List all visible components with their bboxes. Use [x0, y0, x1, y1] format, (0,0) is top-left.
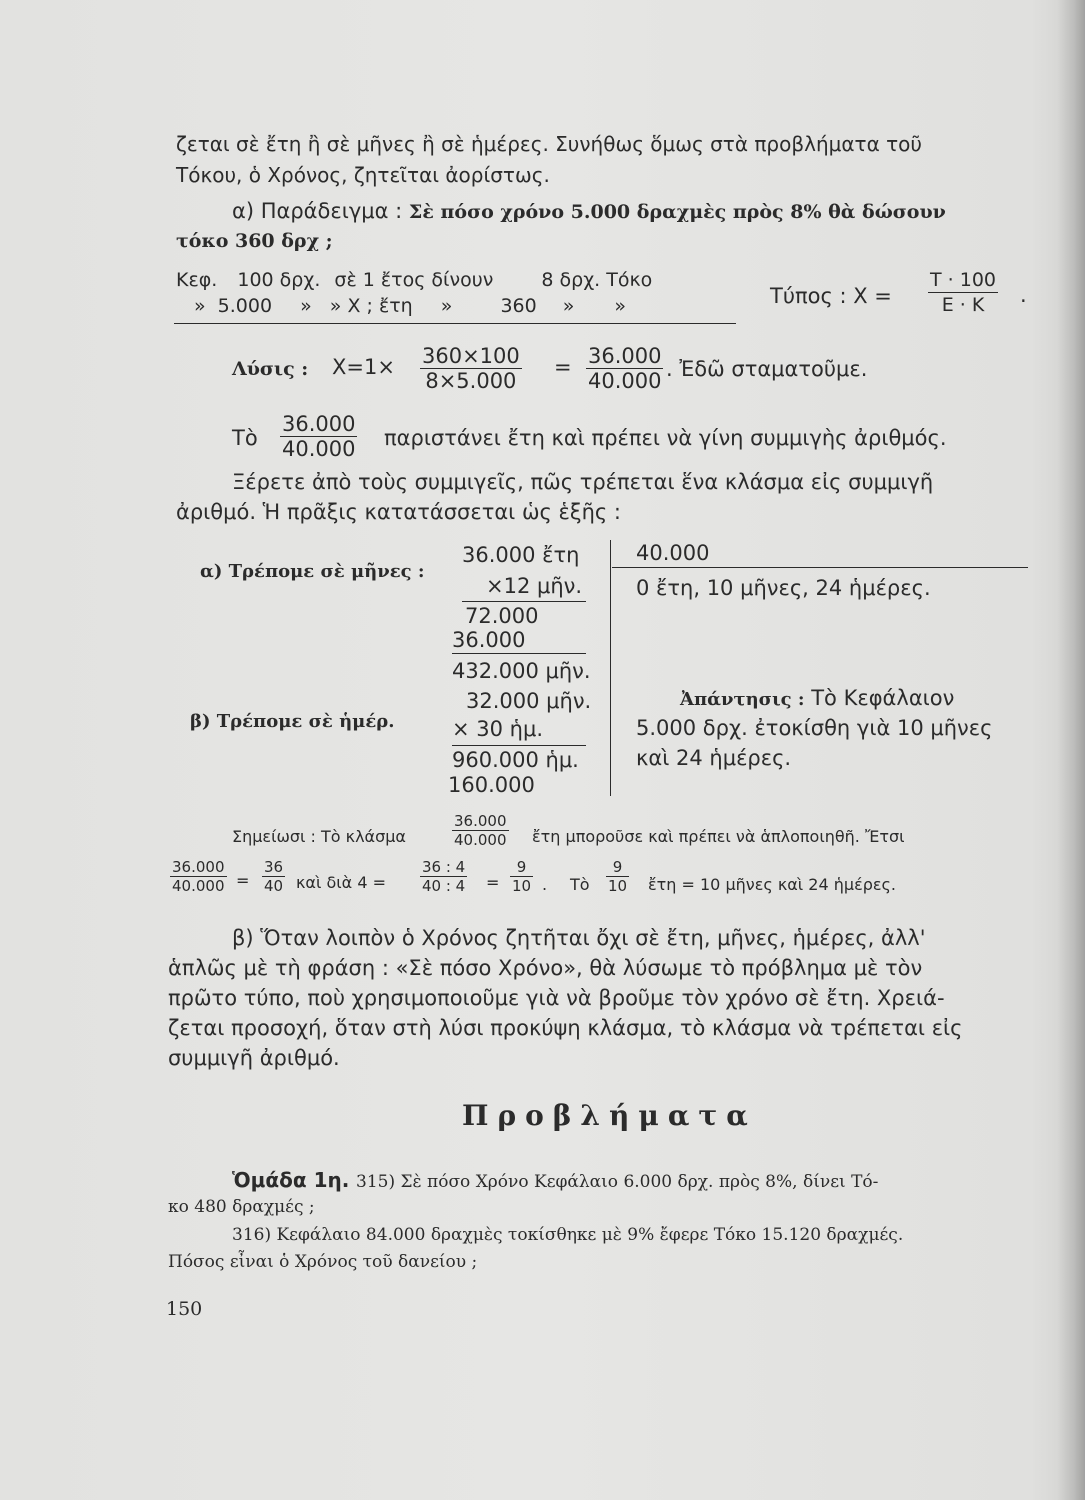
table-rule: [174, 323, 736, 324]
know-line-2: ἀριθμό. Ἡ πρᾶξις κατατάσσεται ὡς ἑξῆς :: [176, 500, 621, 524]
answer-label: Ἀπάντησις :: [680, 689, 805, 710]
note-denominator: 40.000: [282, 437, 356, 461]
div-line-2: ×12 μῆν.: [486, 574, 583, 598]
division-bar: [610, 540, 611, 796]
simplify-fraction-4: [510, 858, 533, 895]
formula-fraction: [928, 268, 998, 317]
simplify-numerator-3: 36 : 4: [422, 858, 466, 876]
formula-end: .: [1020, 283, 1027, 307]
intro-line-2: Τόκου, ὁ Χρόνος, ζητεῖται ἀορίστως.: [176, 163, 550, 187]
simplify-dot: .: [542, 875, 548, 894]
solution-numerator-2: 36.000: [588, 344, 662, 368]
solution-denominator-2: 40.000: [588, 369, 662, 393]
simplify-eq-1: =: [236, 871, 250, 890]
to-months-label: [200, 557, 425, 585]
example-line-1: [232, 198, 946, 225]
simplify-denominator-2: 40: [264, 877, 284, 895]
note-text: παριστάνει ἔτη καὶ πρέπει νὰ γίνη συμμιγὴς ἀριθμός.: [384, 426, 947, 450]
table-cell: 360: [500, 295, 537, 317]
solution-lhs: Χ=1×: [332, 355, 395, 379]
simplify-fraction-5: [606, 858, 629, 895]
problem-316-text-2: Πόσος εἶναι ὁ Χρόνος τοῦ δανείου ;: [168, 1252, 478, 1272]
remark-prefix: Σημείωσι : Τὸ κλάσμα: [232, 827, 406, 846]
div-rule-1: [462, 601, 586, 602]
formula-denominator: Ε · Κ: [941, 294, 985, 316]
solution-denominator-1: 8×5.000: [425, 369, 517, 393]
note-prefix: Τὸ: [232, 426, 258, 450]
problem-315-line-1: [232, 1167, 878, 1195]
table-cell: »: [440, 295, 453, 317]
answer-line-2: 5.000 δρχ. ἐτοκίσθη γιὰ 10 μῆνες: [636, 716, 993, 740]
page-edge-shadow: [1057, 0, 1085, 1500]
simplify-denominator-3: 40 : 4: [422, 877, 466, 895]
divisor: 40.000: [636, 541, 710, 565]
div-line-5: 432.000 μῆν.: [452, 659, 591, 683]
to-days-text: β) Τρέπομε σὲ ἡμέρ.: [190, 711, 395, 732]
case-b-line-3: πρῶτο τύπο, ποὺ χρησιμοποιοῦμε γιὰ νὰ βροῦμε τὸν χρόνο σὲ ἔτη. Χρειά-: [168, 986, 945, 1010]
table-cell: »: [614, 295, 627, 317]
table-cell: »: [562, 295, 575, 317]
div-line-8: 960.000 ἡμ.: [452, 748, 579, 772]
simplify-numerator-1: 36.000: [172, 858, 225, 876]
to-months-text: α) Τρέπομε σὲ μῆνες :: [200, 561, 425, 582]
remark-text: ἔτη μποροῦσε καὶ πρέπει νὰ ἁπλοποιηθῆ. Ἔτσι: [532, 827, 905, 846]
table-cell: 100 δρχ.: [237, 269, 321, 291]
quotient: 0 ἔτη, 10 μῆνες, 24 ἡμέρες.: [636, 576, 931, 600]
table-cell: 8 δρχ. Τόκο: [541, 269, 653, 291]
simplify-mid: καὶ διὰ 4 =: [296, 873, 386, 892]
simplify-numerator-2: 36: [264, 858, 284, 876]
table-cell: » Χ ; ἔτη: [329, 295, 413, 317]
case-b-line-5: συμμιγῆ ἀριθμό.: [168, 1046, 340, 1070]
table-row-1: [176, 267, 652, 293]
simplify-denominator-4: 10: [512, 877, 532, 895]
table-cell: 5.000: [217, 295, 273, 317]
div-rule-2: [452, 653, 586, 654]
problem-315-text-2: κο 480 δραχμές ;: [168, 1197, 315, 1217]
div-line-6: 32.000 μῆν.: [466, 689, 592, 713]
solution-fraction-1: [420, 344, 522, 393]
formula-numerator: Τ · 100: [930, 269, 996, 291]
answer-line-3: καὶ 24 ἡμέρες.: [636, 746, 792, 770]
simplify-fraction-2: [262, 858, 285, 895]
div-line-7: × 30 ἡμ.: [452, 717, 544, 741]
solution-tail: . Ἐδῶ σταματοῦμε.: [666, 357, 868, 381]
problem-316-text-1: 316) Κεφάλαιο 84.000 δραχμὲς τοκίσθηκε μὲ 9% ἔφερε Τόκο 15.120 δραχμές.: [232, 1225, 904, 1245]
answer-text-1: Τὸ Κεφάλαιον: [811, 686, 955, 710]
case-b-line-1: β) Ὅταν λοιπὸν ὁ Χρόνος ζητῆται ὄχι σὲ ἔτη, μῆνες, ἡμέρες, ἀλλ': [232, 926, 926, 950]
solution-fraction-2: [586, 344, 663, 393]
simplify-numerator-5: 9: [606, 858, 629, 877]
example-label: α) Παράδειγμα :: [232, 199, 403, 223]
intro-line-1: ζεται σὲ ἔτη ἢ σὲ μῆνες ἢ σὲ ἡμέρες. Συνήθως ὅμως στὰ προβλήματα τοῦ: [176, 132, 922, 156]
solution-label: Λύσις :: [232, 358, 309, 380]
problem-315-text-1: 315) Σὲ πόσο Χρόνο Κεφάλαιο 6.000 δρχ. πρὸς 8%, δίνει Τό-: [356, 1172, 879, 1192]
know-line-1: Ξέρετε ἀπὸ τοὺς συμμιγεῖς, πῶς τρέπεται ἕνα κλάσμα εἰς συμμιγῆ: [232, 470, 934, 494]
simplify-denominator-5: 10: [608, 877, 628, 895]
div-line-9: 160.000: [448, 773, 535, 797]
simplify-tail: ἔτη = 10 μῆνες καὶ 24 ἡμέρες.: [648, 875, 896, 894]
example-text-1: Σὲ πόσο χρόνο 5.000 δραχμὲς πρὸς 8% θὰ δώσουν: [408, 201, 946, 223]
to-days-label: [190, 707, 395, 735]
remark-fraction: [452, 812, 509, 849]
remark-denominator: 40.000: [454, 831, 507, 849]
table-cell: »: [300, 295, 312, 317]
simplify-numerator-4: 9: [510, 858, 533, 877]
answer-line-1: [680, 685, 954, 713]
note-numerator: 36.000: [282, 412, 356, 436]
remark-numerator: 36.000: [454, 812, 507, 830]
div-line-3: 72.000: [465, 604, 539, 628]
formula-label: Τύπος : Χ =: [770, 284, 892, 308]
simplify-fraction-3: [420, 858, 467, 895]
solution-equals: =: [554, 355, 572, 379]
simplify-denominator-1: 40.000: [172, 877, 225, 895]
group-label: Ὁμάδα 1η.: [232, 1168, 350, 1192]
simplify-to: Τὸ: [570, 875, 590, 894]
solution-numerator-1: 360×100: [422, 344, 520, 368]
problems-title: Προβλήματα: [462, 1099, 757, 1132]
case-b-line-4: ζεται προσοχή, ὅταν στὴ λύσι προκύψη κλάσμα, τὸ κλάσμα νὰ τρέπεται εἰς: [168, 1016, 963, 1040]
note-fraction: [280, 412, 357, 461]
simplify-eq-2: =: [486, 873, 500, 892]
table-cell: »: [194, 295, 206, 317]
example-text-2: τόκο 360 δρχ ;: [176, 230, 333, 252]
simplify-fraction-1: [170, 858, 227, 895]
table-row-2: [194, 293, 626, 319]
div-line-4: 36.000: [452, 628, 526, 652]
div-line-1: 36.000 ἔτη: [462, 543, 580, 567]
divisor-rule: [612, 567, 1028, 568]
table-cell: σὲ 1 ἔτος δίνουν: [334, 269, 494, 291]
div-rule-3: [452, 745, 586, 746]
page-number: 150: [166, 1298, 203, 1320]
table-cell: Κεφ.: [176, 269, 218, 291]
case-b-line-2: ἁπλῶς μὲ τὴ φράση : «Σὲ πόσο Χρόνο», θὰ λύσωμε τὸ πρόβλημα μὲ τὸν: [168, 956, 923, 980]
